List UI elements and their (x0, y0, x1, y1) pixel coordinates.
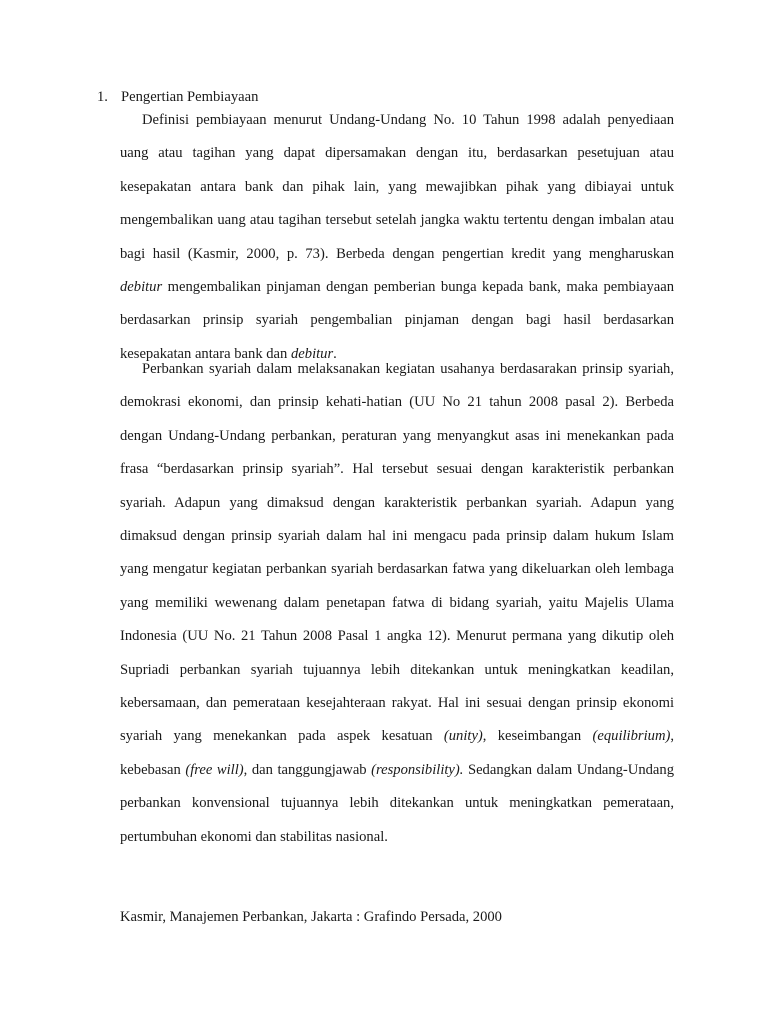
text-run: . (333, 345, 337, 362)
text-run: mengembalikan pinjaman dengan pemberian bunga kepada bank, maka pembiayaan berdasarkan prinsip syariah pengembalian pinjaman dengan bagi hasil berdasarkan kesepakatan antara bank dan (120, 279, 674, 362)
text-run: Sedangkan dalam Undang-Undang perbankan konvensional tujuannya lebih ditekankan untuk meningkatkan pemerataan, pertumbuhan ekonomi dan stabilitas nasional. (120, 761, 674, 845)
section-title: Pengertian Pembiayaan (121, 89, 259, 105)
section-number: 1. (97, 89, 108, 105)
text-run: , kebebasan (120, 728, 674, 778)
paragraph-perbankan-syariah-text (120, 353, 674, 854)
paragraph-definition-text (120, 104, 674, 371)
text-run: , keseimbangan (482, 728, 593, 745)
reference-footnote: Kasmir, Manajemen Perbankan, Jakarta : Grafindo Persada, 2000 (120, 909, 502, 925)
paragraph-definition (120, 104, 674, 371)
text-run: , dan tanggungjawab (243, 761, 372, 778)
italic-term-debitur: debitur (291, 345, 334, 362)
text-run: Definisi pembiayaan menurut Undang-Undang No. 10 Tahun 1998 adalah penyediaan uang atau tagihan yang dapat dipersamakan dengan itu, berdasarkan pesetujuan atau kesepakatan antara bank dan pihak lain, yang mewajibkan pihak yang dibiayai untuk mengembalikan uang atau tagihan tersebut setelah jangka waktu tertentu dengan imbalan atau bagi hasil (Kasmir, 2000, p. 73). Berbeda dengan pengertian kredit yang mengharuskan (120, 112, 674, 262)
italic-term-responsibility: (responsibility). (371, 761, 464, 778)
italic-term-free-will: (free will) (185, 761, 244, 778)
paragraph-perbankan-syariah (120, 353, 674, 854)
italic-term-unity: (unity) (443, 728, 483, 745)
text-run: Perbankan syariah dalam melaksanakan kegiatan usahanya berdasarakan prinsip syariah, demokrasi ekonomi, dan prinsip kehati-hatian (UU No 21 tahun 2008 pasal 2). Berbeda dengan Undang-Undang perbankan, peraturan yang menyangkut asas ini menekankan pada frasa “berdasarkan prinsip syariah”. Hal tersebut sesuai dengan karakteristik perbankan syariah. Adapun yang dimaksud dengan karakteristik perbankan syariah. Adapun yang dimaksud dengan prinsip syariah dalam hal ini mengacu pada prinsip dalam hukum Islam yang mengatur kegiatan perbankan syariah berdasarkan fatwa yang dikeluarkan oleh lembaga yang memiliki wewenang dalam penetapan fatwa di bidang syariah, yaitu Majelis Ulama Indonesia (UU No. 21 Tahun 2008 Pasal 1 angka 12). Menurut permana yang dikutip oleh Supriadi perbankan syariah tujuannya lebih ditekankan untuk meningkatkan keadilan, kebersamaan, dan pemerataan kesejahteraan rakyat. Hal ini sesuai dengan prinsip ekonomi syariah yang menekankan pada aspek kesatuan (120, 361, 674, 745)
italic-term-equilibrium: (equilibrium) (592, 728, 671, 745)
italic-term-debitur: debitur (120, 279, 163, 296)
